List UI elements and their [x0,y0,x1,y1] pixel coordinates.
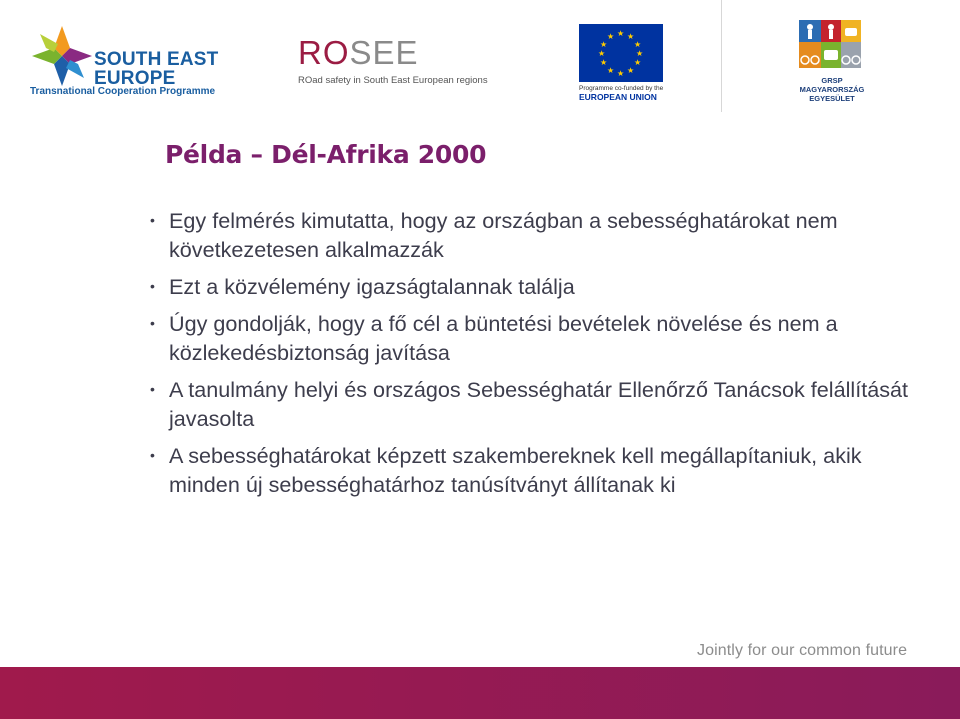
bullet-item [150,375,910,433]
footer-slogan: Jointly for our common future [697,642,908,659]
bullet-text: Úgy gondolják, hogy a fő cél a büntetési bevételek növelése és nem a közlekedésbiztonság javítása [169,311,838,365]
rosee-logo [298,36,488,86]
grsp-logo-text [799,76,865,103]
slide-title: Példa – Dél-Afrika 2000 [165,140,487,169]
bullet-item [150,441,910,499]
grsp-line1: GRSP [821,76,843,85]
rosee-logo-subtitle: ROad safety in South East European regions [298,75,488,86]
logo-bar [0,0,960,120]
rosee-title-see: SEE [349,34,419,71]
bullet-dot-icon: • [150,315,155,331]
see-logo-name: SOUTH EAST EUROPE [94,49,219,89]
grsp-logo [799,20,865,103]
eu-logo-line1: Programme co-funded by the [579,85,664,92]
bullet-list [150,206,910,507]
bullet-item [150,272,910,301]
eu-logo-line2: EUROPEAN UNION [579,92,657,102]
bullet-text: A tanulmány helyi és országos Sebességhatár Ellenőrző Tanácsok felállítását javasolta [169,377,909,431]
see-logo-subtitle: Transnational Cooperation Programme [30,86,216,97]
rosee-title-ro: RO [298,34,350,71]
grsp-line2: MAGYARORSZÁG [799,85,865,94]
bullet-dot-icon: • [150,381,155,397]
bullet-text: Ezt a közvélemény igazságtalannak találja [169,274,575,299]
see-star-icon [30,24,94,88]
grsp-road-users-icon [799,20,861,68]
bullet-item [150,206,910,264]
bullet-item [150,309,910,367]
footer-bar [0,667,960,719]
bullet-text: A sebességhatárokat képzett szakembereknek kell megállapítaniuk, akik minden új sebességhatárhoz tanúsítványt állítanak ki [169,443,862,497]
bullet-text: Egy felmérés kimutatta, hogy az országban a sebességhatárokat nem következetesen alkalmazzák [169,208,838,262]
rosee-logo-title [298,36,488,69]
grsp-line3: EGYESÜLET [809,94,855,103]
logo-divider [721,0,722,112]
bullet-dot-icon: • [150,212,155,228]
eu-flag-icon: ★ ★ ★ ★ ★ ★ ★ ★ ★ ★ ★ ★ [579,24,663,82]
eu-logo [579,24,669,102]
bullet-dot-icon: • [150,278,155,294]
bullet-dot-icon: • [150,447,155,463]
